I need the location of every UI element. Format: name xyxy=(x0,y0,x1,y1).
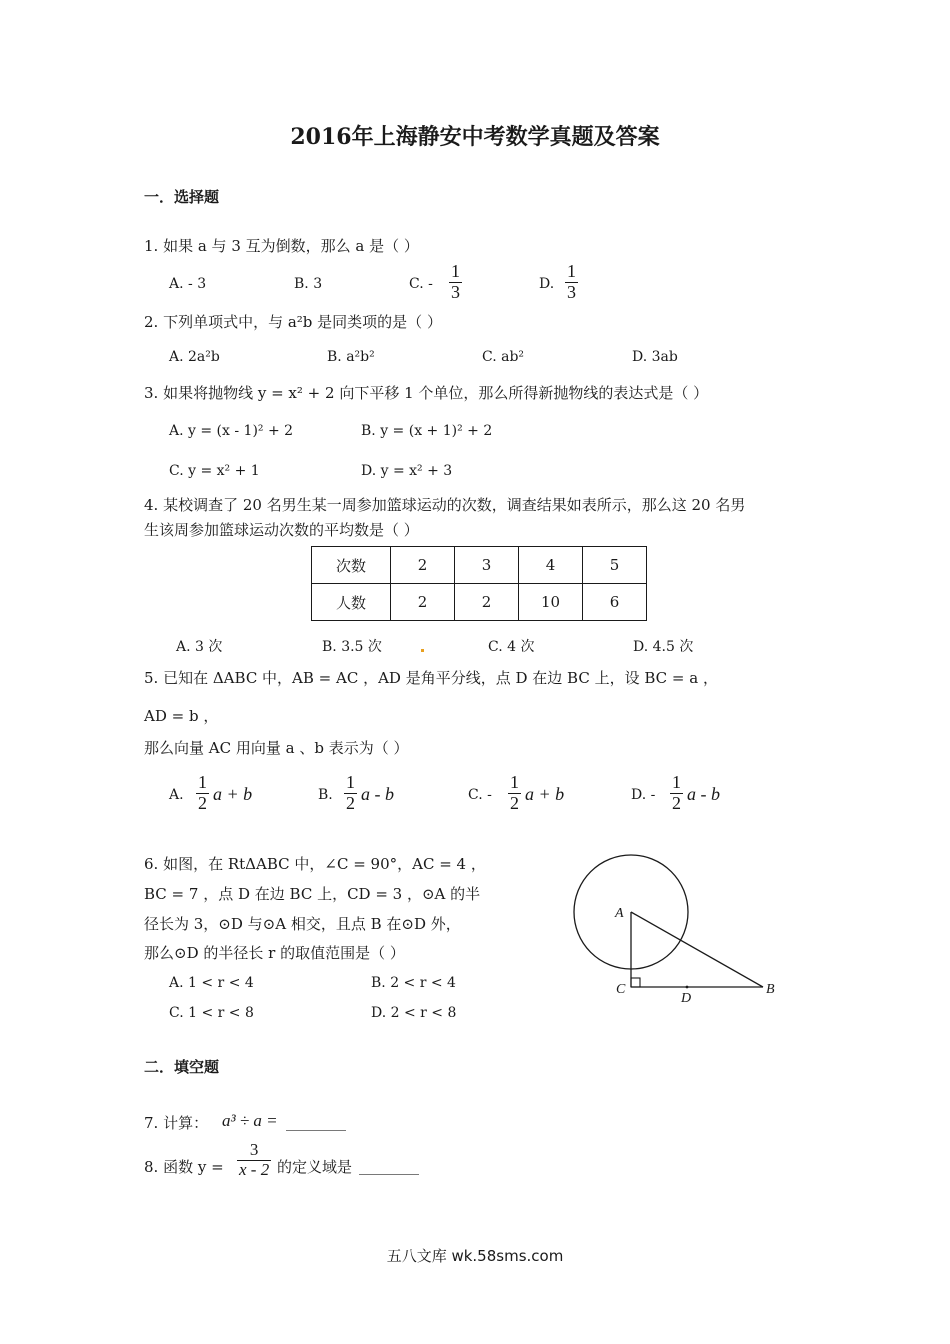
fraction-denominator: 2 xyxy=(672,792,681,813)
q3-option-c: C. y = x² + 1 xyxy=(169,463,260,479)
q5-line1: 5. 已知在 ΔABC 中，AB = AC ，AD 是角平分线，点 D 在边 BC 上，设 BC = a ， xyxy=(144,669,718,687)
fraction-denominator: x - 2 xyxy=(239,1159,270,1179)
fraction-denominator: 3 xyxy=(567,281,576,302)
q4-option-c: C. 4 次 xyxy=(488,639,535,655)
fraction-numerator: 1 xyxy=(198,772,207,792)
q4-data-table xyxy=(311,546,647,621)
q4-stem-line2: 生该周参加篮球运动次数的平均数是（ ） xyxy=(144,521,419,539)
fraction-denominator: 3 xyxy=(451,281,460,302)
page-title: 2016年上海静安中考数学真题及答案 xyxy=(290,124,660,150)
table-cell: 3 xyxy=(455,547,519,584)
q7-answer-blank: ________ xyxy=(286,1113,346,1131)
table-row xyxy=(312,584,647,621)
label-c: C xyxy=(616,982,626,997)
q6-line3: 径长为 3，⊙D 与⊙A 相交，且点 B 在⊙D 外， xyxy=(144,915,461,933)
q8-answer-blank: ________ xyxy=(359,1157,419,1175)
q5-option-d-label: D. - xyxy=(631,787,656,803)
label-b: B xyxy=(766,982,775,997)
table-row xyxy=(312,547,647,584)
q3-stem: 3. 如果将抛物线 y = x² + 2 向下平移 1 个单位，那么所得新抛物线的表达式是（ ） xyxy=(144,384,709,402)
table-header-cell: 人数 xyxy=(312,584,391,621)
table-cell: 10 xyxy=(519,584,583,621)
table-cell: 5 xyxy=(583,547,647,584)
q5-option-b-expression: a - b xyxy=(361,784,394,804)
q5-option-d-expression: a - b xyxy=(687,784,720,804)
q4-option-b: B. 3.5 次 xyxy=(322,639,382,655)
right-angle-mark xyxy=(631,978,640,987)
q5-option-c-expression: a + b xyxy=(525,784,565,804)
q5-option-b-label: B. xyxy=(318,787,333,803)
q1-option-c-label: C. - xyxy=(409,276,433,292)
fraction-denominator: 2 xyxy=(510,792,519,813)
q5-option-a-label: A. xyxy=(169,787,184,803)
table-cell: 2 xyxy=(391,547,455,584)
q6-geometry-figure xyxy=(565,845,805,1015)
label-d: D xyxy=(681,991,692,1006)
fraction-numerator: 1 xyxy=(567,261,576,281)
segment-ab xyxy=(631,912,763,987)
q2-option-d: D. 3ab xyxy=(632,349,678,365)
q1-stem: 1. 如果 a 与 3 互为倒数，那么 a 是（ ） xyxy=(144,237,419,255)
q6-line4: 那么⊙D 的半径长 r 的取值范围是（ ） xyxy=(144,944,405,962)
q2-option-a: A. 2a²b xyxy=(169,349,220,365)
q6-line2: BC = 7 ，点 D 在边 BC 上，CD = 3 ，⊙A 的半 xyxy=(144,885,481,903)
q1-option-d-label: D. xyxy=(539,276,555,292)
q5-option-b-fraction xyxy=(344,773,357,814)
fraction-denominator: 2 xyxy=(198,792,207,813)
q5-option-a-expression: a + b xyxy=(213,784,253,804)
q2-option-c: C. ab² xyxy=(482,349,525,365)
q6-option-c: C. 1 < r < 8 xyxy=(169,1005,254,1021)
fraction-numerator: 3 xyxy=(249,1140,259,1159)
fraction-numerator: 1 xyxy=(346,772,355,792)
q7-expression: a³ ÷ a = xyxy=(222,1111,278,1130)
q8-label: 8. 函数 y = xyxy=(144,1158,224,1176)
q1-option-a: A. - 3 xyxy=(169,276,207,292)
fraction-numerator: 1 xyxy=(510,772,519,792)
q5-line2: AD = b ， xyxy=(144,707,219,725)
q5-option-c-label: C. - xyxy=(468,787,492,803)
table-cell: 2 xyxy=(455,584,519,621)
section-heading-choice: 一．选择题 xyxy=(144,188,220,206)
q8-tail: 的定义域是 xyxy=(277,1158,353,1176)
table-cell: 6 xyxy=(583,584,647,621)
q5-option-d-fraction xyxy=(670,773,683,814)
q5-line3: 那么向量 AC 用向量 a 、b 表示为（ ） xyxy=(144,739,409,757)
table-header-cell: 次数 xyxy=(312,547,391,584)
q4-option-a: A. 3 次 xyxy=(176,639,223,655)
q7-label: 7. 计算： xyxy=(144,1114,209,1132)
q2-stem: 2. 下列单项式中，与 a²b 是同类项的是（ ） xyxy=(144,313,442,331)
q6-option-a: A. 1 < r < 4 xyxy=(169,975,254,991)
q2-option-b: B. a²b² xyxy=(327,349,375,365)
q1-option-b: B. 3 xyxy=(294,276,323,292)
q3-option-d: D. y = x² + 3 xyxy=(361,463,453,479)
q6-line1: 6. 如图，在 RtΔABC 中，∠C = 90°，AC = 4 ， xyxy=(144,855,486,873)
section-heading-fill: 二．填空题 xyxy=(144,1058,220,1076)
table-cell: 2 xyxy=(391,584,455,621)
label-a: A xyxy=(615,906,624,921)
q4-option-d: D. 4.5 次 xyxy=(633,639,694,655)
fraction-denominator: 2 xyxy=(346,792,355,813)
q1-option-d-fraction xyxy=(565,262,578,303)
fraction-numerator: 1 xyxy=(672,772,681,792)
q4-stem-line1: 4. 某校调查了 20 名男生某一周参加篮球运动的次数，调查结果如表所示，那么这 20 名男 xyxy=(144,496,746,514)
q6-option-d: D. 2 < r < 8 xyxy=(371,1005,457,1021)
point-d xyxy=(686,986,689,989)
q5-option-c-fraction xyxy=(508,773,521,814)
q1-option-c-fraction xyxy=(449,262,462,303)
stray-dot-mark xyxy=(421,649,424,652)
footer-watermark-text: 五八文库 wk.58sms.com xyxy=(386,1247,564,1265)
table-cell: 4 xyxy=(519,547,583,584)
q8-fraction xyxy=(237,1141,271,1179)
fraction-numerator: 1 xyxy=(451,261,460,281)
q6-option-b: B. 2 < r < 4 xyxy=(371,975,456,991)
q3-option-b: B. y = (x + 1)² + 2 xyxy=(361,423,493,439)
q5-option-a-fraction xyxy=(196,773,209,814)
q3-option-a: A. y = (x - 1)² + 2 xyxy=(169,423,294,439)
